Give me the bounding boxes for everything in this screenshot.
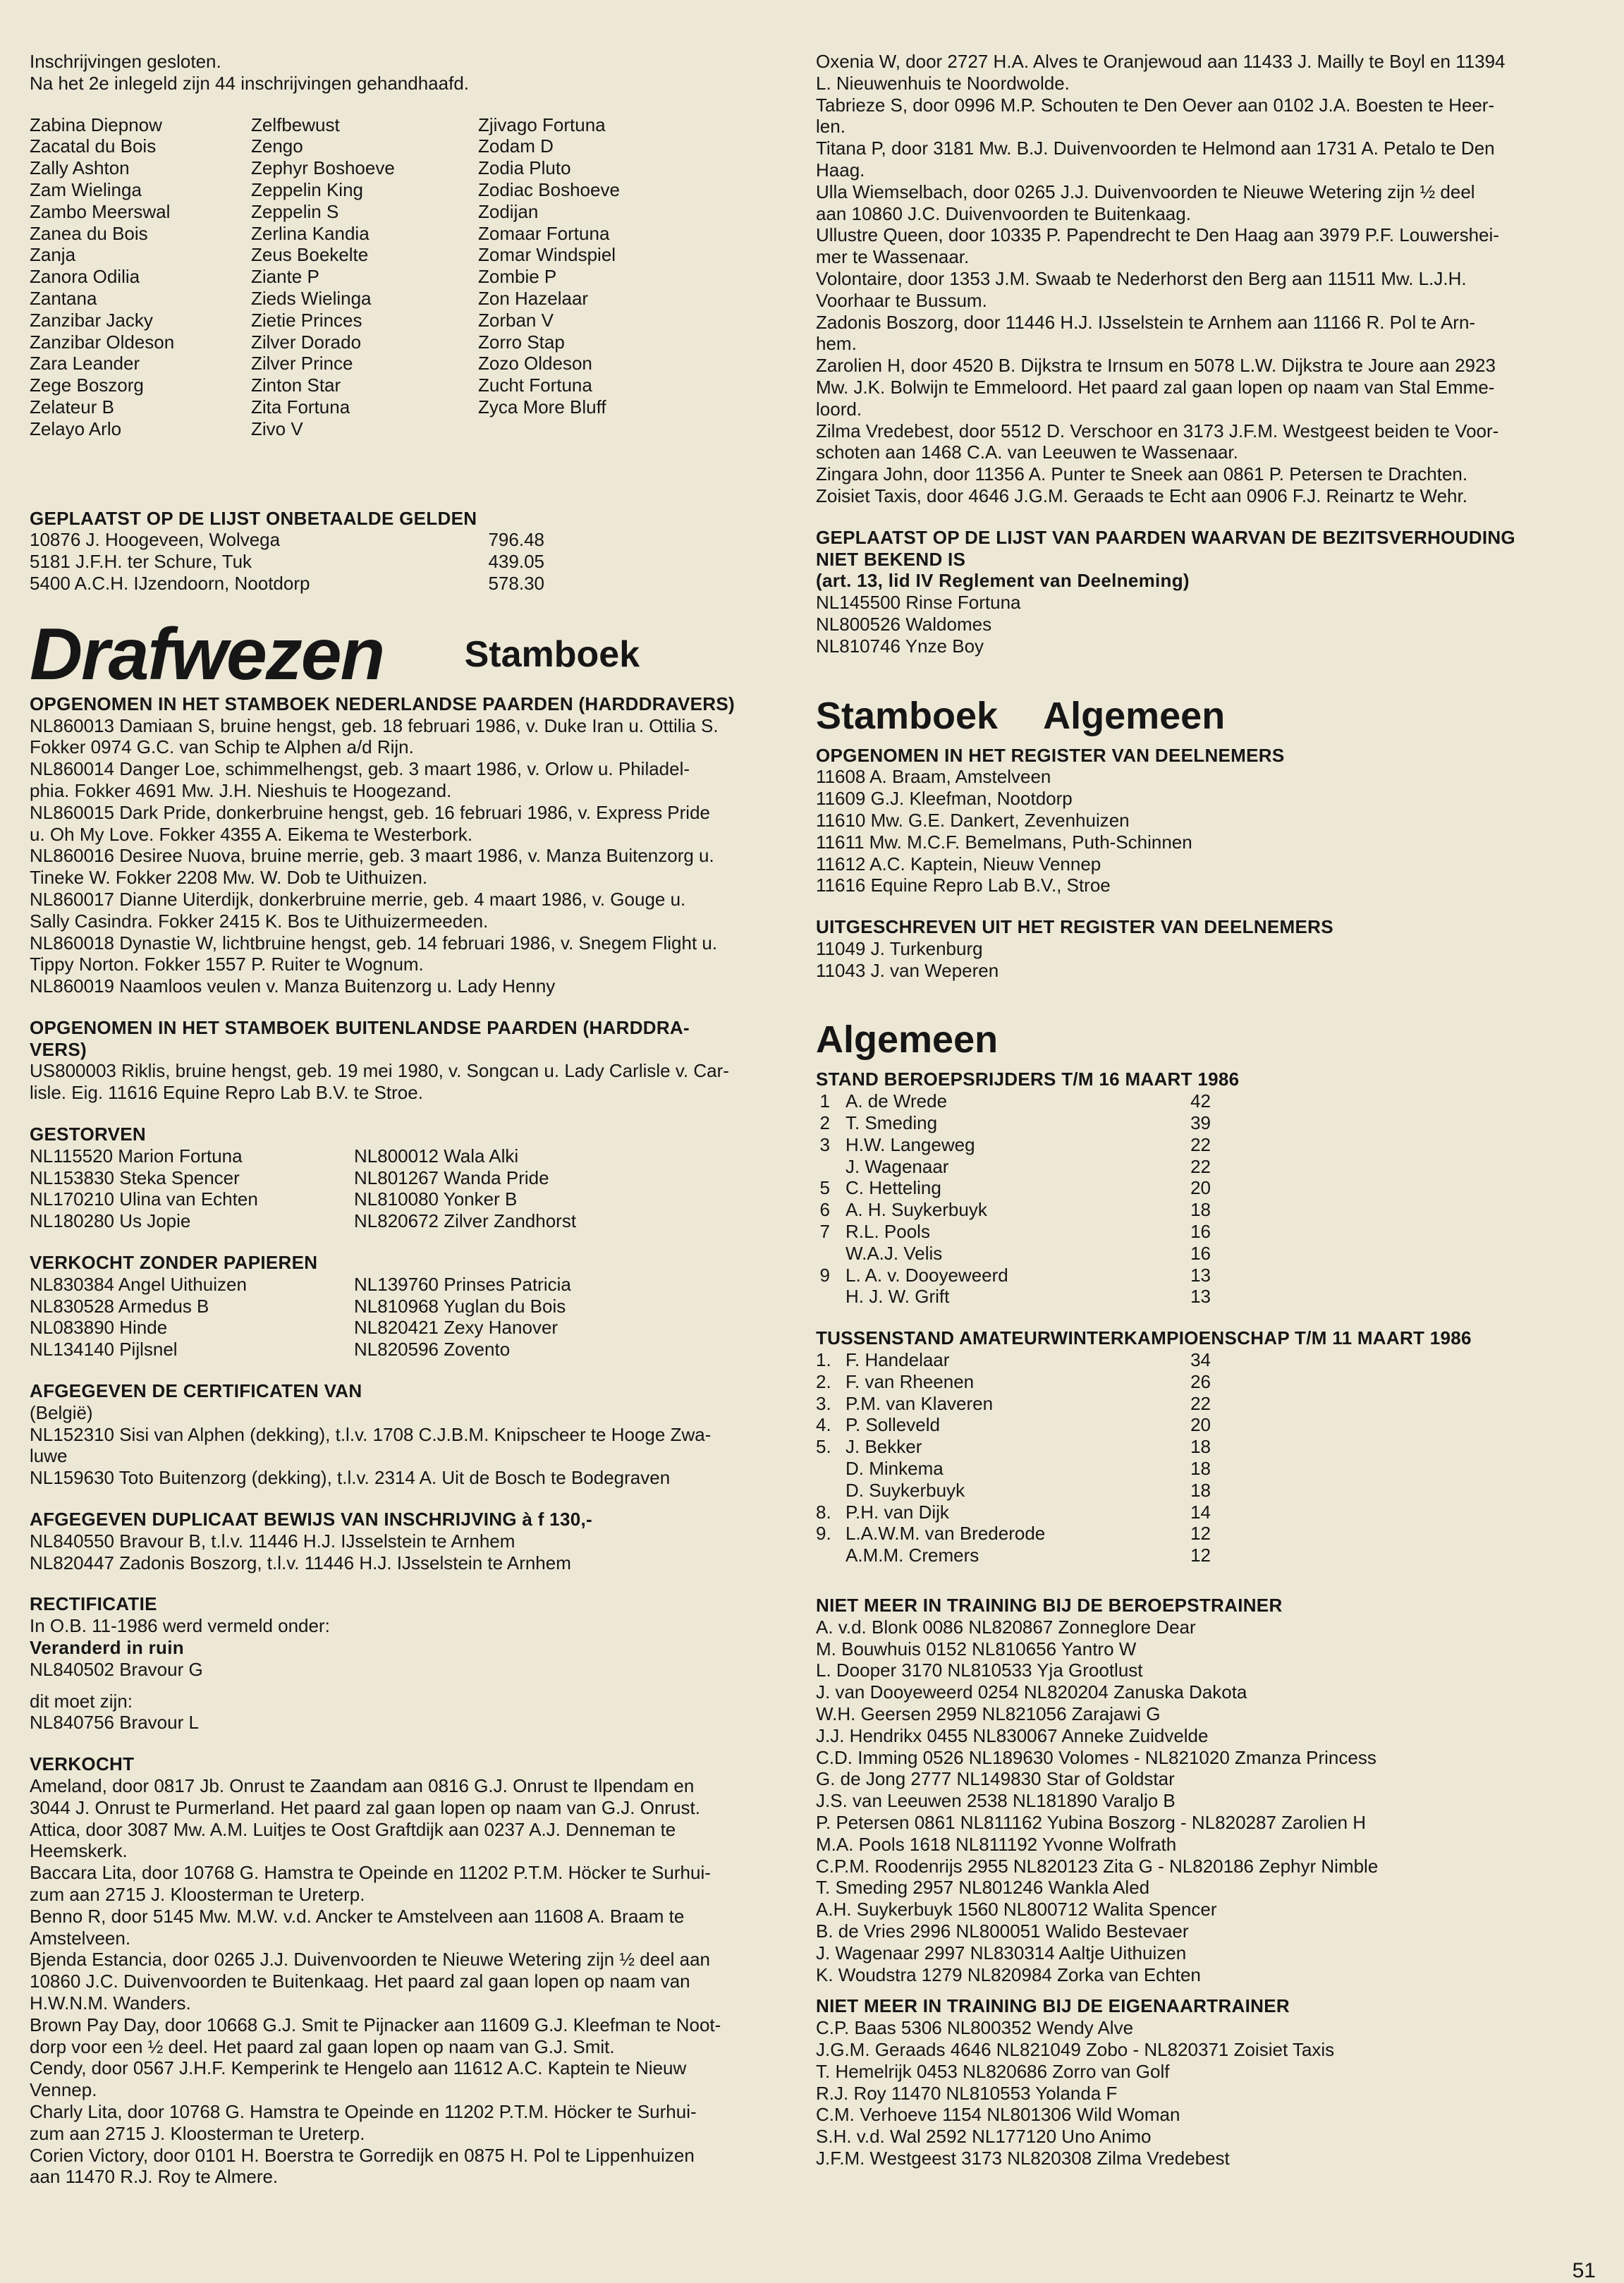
rectificatie-line: NL840756 Bravour L xyxy=(30,1712,199,1734)
verkocht-list-left xyxy=(30,1775,786,2188)
algemeen-section-title: Algemeen xyxy=(816,1018,999,1061)
verkocht-entry: Amstelveen. xyxy=(30,1927,131,1949)
horse-entry: NL820596 Zovento xyxy=(354,1339,511,1360)
rider-name: P.M. van Klaveren xyxy=(845,1392,994,1414)
rank-number: 6 xyxy=(819,1199,830,1221)
rank-number xyxy=(816,1243,836,1265)
rider-points: 22 xyxy=(1190,1155,1211,1177)
rank-number: 1 xyxy=(819,1090,830,1112)
horse-entry: NL170210 Ulina van Echten xyxy=(30,1188,258,1210)
verkocht-entry: 3044 J. Onrust te Purmerland. Het paard zal gaan lopen op naam van G.J. Onrust. xyxy=(30,1796,700,1818)
entry-name: Zorban V xyxy=(478,309,554,331)
stamboek-entry: Fokker 0974 G.C. van Schip te Alphen a/d Rijn. xyxy=(30,736,414,758)
rider-name: J. Wagenaar xyxy=(845,1155,949,1177)
rider-name: R.L. Pools xyxy=(845,1221,930,1243)
certificaat-entry: (België) xyxy=(30,1401,93,1423)
verkocht-list-right xyxy=(816,51,1563,507)
register-uit-list xyxy=(816,938,1563,982)
register-opgenomen-heading: OPGENOMEN IN HET REGISTER VAN DEELNEMERS xyxy=(816,744,1285,766)
intro-line: Na het 2e inlegeld zijn 44 inschrijvingen gehandhaafd. xyxy=(30,72,469,94)
verkocht-entry: Tabrieze S, door 0996 M.P. Schouten te Den Oever aan 0102 J.A. Boesten te Heer- xyxy=(816,94,1495,116)
entry-name: Zita Fortuna xyxy=(251,396,350,418)
entry-name: Zege Boszorg xyxy=(30,375,144,396)
verkocht-entry: aan 11470 R.J. Roy te Almere. xyxy=(30,2166,279,2188)
rider-name: P. Solleveld xyxy=(845,1414,940,1436)
onbetaald-heading: GEPLAATST OP DE LIJST ONBETAALDE GELDEN xyxy=(30,507,477,529)
trainer-entry: M.A. Pools 1618 NL811192 Yvonne Wolfrath xyxy=(816,1833,1177,1855)
onbetaald-name: 10876 J. Hoogeveen, Wolvega xyxy=(30,529,281,551)
eigenaartrainer-list xyxy=(816,2017,1563,2169)
rider-points: 26 xyxy=(1190,1370,1211,1392)
stamboek-entry: u. Oh My Love. Fokker 4355 A. Eikema te Westerbork. xyxy=(30,823,473,845)
rank-number: 1. xyxy=(816,1349,831,1371)
entry-name: Zieds Wielinga xyxy=(251,287,372,309)
rider-name: T. Smeding xyxy=(845,1112,938,1134)
stamboek-entry: NL860017 Dianne Uiterdijk, donkerbruine merrie, geb. 4 maart 1986, v. Gouge u. xyxy=(30,888,686,910)
zonder-papieren-list xyxy=(30,1274,786,1360)
verkocht-entry: L. Nieuwenhuis te Noordwolde. xyxy=(816,72,1070,94)
verkocht-entry: Zoisiet Taxis, door 4646 J.G.M. Geraads te Echt aan 0906 F.J. Reinartz te Wehr. xyxy=(816,485,1467,506)
rank-number: 9. xyxy=(816,1523,831,1545)
stamboek-entry: Sally Casindra. Fokker 2415 K. Bos te Uithuizermeeden. xyxy=(30,910,489,932)
certificaten-list xyxy=(30,1402,786,1489)
trainer-entry: C.P.M. Roodenrijs 2955 NL820123 Zita G - NL820186 Zephyr Nimble xyxy=(816,1855,1379,1877)
trainer-entry: L. Dooper 3170 NL810533 Yja Grootlust xyxy=(816,1660,1143,1681)
entry-name: Zjivago Fortuna xyxy=(478,114,606,135)
entry-name: Zilver Dorado xyxy=(251,331,362,353)
verkocht-entry: Volontaire, door 1353 J.M. Swaab te Nederhorst den Berg aan 11511 Mw. L.J.H. xyxy=(816,267,1467,289)
entry-name: Zombie P xyxy=(478,266,557,288)
trainer-entry: J. van Dooyeweerd 0254 NL820204 Zanuska Dakota xyxy=(816,1681,1247,1703)
page-number: 51 xyxy=(1572,2259,1596,2282)
trainer-entry: A.H. Suykerbuyk 1560 NL800712 Walita Spencer xyxy=(816,1899,1217,1920)
rider-points: 18 xyxy=(1190,1199,1211,1221)
verkocht-entry: loord. xyxy=(816,398,862,420)
rider-points: 13 xyxy=(1190,1264,1211,1286)
entry-name: Zozo Oldeson xyxy=(478,353,592,375)
drafwezen-title: Drafwezen xyxy=(30,613,384,695)
rider-name: H. J. W. Grift xyxy=(845,1286,950,1308)
rider-name: A. de Wrede xyxy=(845,1090,948,1112)
horse-entry: NL830384 Angel Uithuizen xyxy=(30,1273,247,1295)
rank-number: 3 xyxy=(819,1133,830,1155)
verkocht-entry: zum aan 2715 J. Kloosterman te Ureterp. xyxy=(30,2122,365,2144)
horse-entry: NL830528 Armedus B xyxy=(30,1295,209,1317)
bezitsverhouding-heading: NIET BEKEND IS xyxy=(816,548,966,570)
entry-name: Zeppelin S xyxy=(251,200,339,222)
trainer-entry: K. Woudstra 1279 NL820984 Zorka van Echten xyxy=(816,1964,1201,1985)
gestorven-left xyxy=(30,1145,354,1232)
verkocht-entry: schoten aan 1468 C.A. van Leeuwen te Wassenaar. xyxy=(816,442,1238,463)
verkocht-entry: Charly Lita, door 10768 G. Hamstra te Opeinde en 11202 P.T.M. Höcker te Surhui- xyxy=(30,2100,697,2122)
entry-name: Zanja xyxy=(30,244,76,266)
verkocht-entry: Zarolien H, door 4520 B. Dijkstra te Irnsum en 5078 L.W. Dijkstra te Joure aan 2923 xyxy=(816,355,1496,377)
bezitsverhouding-heading: GEPLAATST OP DE LIJST VAN PAARDEN WAARVAN DE BEZITSVERHOUDING xyxy=(816,526,1515,548)
duplicaat-entry: NL820447 Zadonis Boszorg, t.l.v. 11446 H.J. IJsselstein te Arnhem xyxy=(30,1552,571,1573)
rider-name: D. Minkema xyxy=(845,1458,944,1480)
entry-name: Ziante P xyxy=(251,266,319,288)
verkocht-entry: Haag. xyxy=(816,159,865,181)
onbetaald-amount: 439.05 xyxy=(488,551,544,573)
verkocht-entry: Zingara John, door 11356 A. Punter te Sneek aan 0861 P. Petersen te Drachten. xyxy=(816,463,1468,485)
entry-name: Zomaar Fortuna xyxy=(478,222,610,244)
rank-number: 5. xyxy=(816,1436,831,1458)
rider-points: 12 xyxy=(1190,1545,1211,1566)
gestorven-list xyxy=(30,1145,786,1232)
trainer-entry: J.G.M. Geraads 4646 NL821049 Zobo - NL820371 Zoisiet Taxis xyxy=(816,2038,1335,2060)
deelnemer-entry: 11608 A. Braam, Amstelveen xyxy=(816,766,1051,788)
entry-name: Zietie Princes xyxy=(251,309,362,331)
trainer-entry: T. Smeding 2957 NL801246 Wankla Aled xyxy=(816,1877,1150,1899)
stamboek-algemeen-title xyxy=(816,693,1563,739)
rider-name: A. H. Suykerbuyk xyxy=(845,1199,987,1221)
verkocht-entry: Attica, door 3087 Mw. A.M. Luitjes te Oost Graftdijk aan 0237 A.J. Denneman te xyxy=(30,1818,676,1840)
rank-number: 3. xyxy=(816,1392,831,1414)
entry-name: Zelateur B xyxy=(30,396,114,418)
deelnemer-entry: 11616 Equine Repro Lab B.V., Stroe xyxy=(816,875,1111,896)
rank-number: 2. xyxy=(816,1370,831,1392)
entry-name: Zally Ashton xyxy=(30,157,130,179)
rectificatie-line: dit moet zijn: xyxy=(30,1690,133,1712)
rank-number: 9 xyxy=(819,1264,830,1286)
trainer-entry: J.S. van Leeuwen 2538 NL181890 Varaljo B xyxy=(816,1790,1176,1812)
beroepstrainer-list xyxy=(816,1617,1563,1986)
onbetaald-name: 5400 A.C.H. IJzendoorn, Nootdorp xyxy=(30,572,310,594)
gestorven-heading: GESTORVEN xyxy=(30,1124,147,1145)
rectificatie-heading: RECTIFICATIE xyxy=(30,1593,157,1615)
register-opgenomen-list xyxy=(816,766,1563,896)
zonder-papieren-heading: VERKOCHT ZONDER PAPIEREN xyxy=(30,1252,318,1274)
horse-entry: NL800012 Wala Alki xyxy=(354,1145,519,1167)
rider-points: 22 xyxy=(1190,1392,1211,1414)
rider-name: F. van Rheenen xyxy=(845,1370,975,1392)
duplicaat-list xyxy=(30,1530,786,1574)
horse-entry: NL820421 Zexy Hanover xyxy=(354,1317,558,1339)
trainer-entry: R.J. Roy 11470 NL810553 Yolanda F xyxy=(816,2082,1118,2104)
entry-name: Zucht Fortuna xyxy=(478,375,592,396)
rank-number: 7 xyxy=(819,1221,830,1243)
verkocht-entry: Ameland, door 0817 Jb. Onrust te Zaandam aan 0816 G.J. Onrust te Ilpendam en xyxy=(30,1775,695,1796)
deelnemer-entry: 11611 Mw. M.C.F. Bemelmans, Puth-Schinnen xyxy=(816,831,1192,853)
entry-name: Zivo V xyxy=(251,418,303,439)
deelnemer-entry: 11610 Mw. G.E. Dankert, Zevenhuizen xyxy=(816,809,1130,831)
verkocht-entry: mer te Wassenaar. xyxy=(816,246,970,268)
verkocht-entry: Oxenia W, door 2727 H.A. Alves te Oranjewoud aan 11433 J. Mailly te Boyl en 11394 xyxy=(816,51,1506,72)
entry-name: Zodia Pluto xyxy=(478,157,571,179)
onbetaald-table xyxy=(30,529,786,594)
trainer-entry: A. v.d. Blonk 0086 NL820867 Zonneglore Dear xyxy=(816,1616,1196,1638)
rider-points: 39 xyxy=(1190,1112,1211,1134)
opgenomen-nl-list xyxy=(30,715,786,997)
rank-number xyxy=(816,1545,836,1566)
rider-points: 16 xyxy=(1190,1221,1211,1243)
trainer-entry: M. Bouwhuis 0152 NL810656 Yantro W xyxy=(816,1638,1137,1660)
gestorven-right xyxy=(354,1145,721,1232)
rider-name: F. Handelaar xyxy=(845,1349,950,1371)
intro-line: Inschrijvingen gesloten. xyxy=(30,51,221,72)
entry-name: Zilver Prince xyxy=(251,353,353,375)
rank-number xyxy=(816,1286,836,1308)
horse-entry: NL801267 Wanda Pride xyxy=(354,1167,549,1188)
stamboek-entry: NL860016 Desiree Nuova, bruine merrie, geb. 3 maart 1986, v. Manza Buitenzorg u. xyxy=(30,845,714,867)
stamboek-entry: phia. Fokker 4691 Mw. J.H. Nieshuis te Hoogezand. xyxy=(30,779,452,801)
rider-name: W.A.J. Velis xyxy=(845,1242,943,1264)
horse-entry: NL145500 Rinse Fortuna xyxy=(816,592,1021,614)
stamboek-title: Stamboek xyxy=(816,694,999,737)
entry-name: Zodiac Boshoeve xyxy=(478,178,620,200)
verkocht-entry: Ullustre Queen, door 10335 P. Papendrecht te Den Haag aan 3979 P.F. Louwershei- xyxy=(816,224,1499,246)
certificaat-entry: luwe xyxy=(30,1445,68,1467)
rider-name: J. Bekker xyxy=(845,1436,922,1458)
entry-name: Zacatal du Bois xyxy=(30,135,157,157)
horse-entry: NL083890 Hinde xyxy=(30,1317,168,1339)
horse-entry: NL115520 Marion Fortuna xyxy=(30,1145,243,1167)
stamboek-entry: lisle. Eig. 11616 Equine Repro Lab B.V. te Stroe. xyxy=(30,1082,423,1104)
rider-points: 14 xyxy=(1190,1501,1211,1523)
verkocht-entry: Mw. J.K. Bolwijn te Emmeloord. Het paard zal gaan lopen op naam van Stal Emme- xyxy=(816,376,1495,398)
entry-name: Zodijan xyxy=(478,200,539,222)
certificaat-entry: NL159630 Toto Buitenzorg (dekking), t.l.v. 2314 A. Uit de Bosch te Bodegraven xyxy=(30,1467,671,1489)
left-column xyxy=(30,51,786,2188)
entry-name: Zerlina Kandia xyxy=(251,222,370,244)
stamboek-entry: NL860013 Damiaan S, bruine hengst, geb. 18 februari 1986, v. Duke Iran u. Ottilia S. xyxy=(30,714,719,736)
rider-name: D. Suykerbuyk xyxy=(845,1479,965,1501)
eigenaartrainer-heading: NIET MEER IN TRAINING BIJ DE EIGENAARTRAINER xyxy=(816,1995,1290,2017)
zonder-papieren-right xyxy=(354,1274,721,1360)
horse-entry: NL153830 Steka Spencer xyxy=(30,1167,240,1188)
rectificatie-line: NL840502 Bravour G xyxy=(30,1658,203,1680)
verkocht-entry: Heemskerk. xyxy=(30,1840,128,1862)
rank-number: 5 xyxy=(819,1177,830,1199)
bezitsverhouding-list xyxy=(816,592,1563,657)
verkocht-entry: Zilma Vredebest, door 5512 D. Verschoor en 3173 J.F.M. Westgeest beiden te Voor- xyxy=(816,420,1499,442)
names-col3 xyxy=(478,114,718,440)
horse-entry: NL134140 Pijlsnel xyxy=(30,1339,178,1360)
opgenomen-bl-heading: VERS) xyxy=(30,1038,87,1060)
stamboek-entry: Tineke W. Fokker 2208 Mw. W. Dob te Uithuizen. xyxy=(30,867,428,889)
rider-name: C. Hetteling xyxy=(845,1177,941,1199)
entry-name: Zambo Meerswal xyxy=(30,200,171,222)
rider-points: 22 xyxy=(1190,1133,1211,1155)
trainer-entry: J.F.M. Westgeest 3173 NL820308 Zilma Vredebest xyxy=(816,2147,1230,2169)
verkocht-entry: aan 10860 J.C. Duivenvoorden te Buitenkaag. xyxy=(816,202,1191,224)
names-col2 xyxy=(251,114,478,440)
stamboek-entry: NL860014 Danger Loe, schimmelhengst, geb. 3 maart 1986, v. Orlow u. Philadel- xyxy=(30,758,690,780)
opgenomen-bl-heading: OPGENOMEN IN HET STAMBOEK BUITENLANDSE PAARDEN (HARDDRA- xyxy=(30,1016,690,1038)
trainer-entry: J.J. Hendrikx 0455 NL830067 Anneke Zuidvelde xyxy=(816,1724,1209,1746)
entry-name: Zelfbewust xyxy=(251,114,340,135)
beroepstrainer-heading: NIET MEER IN TRAINING BIJ DE BEROEPSTRAINER xyxy=(816,1595,1283,1617)
rider-points: 18 xyxy=(1190,1436,1211,1458)
verkocht-entry: zum aan 2715 J. Kloosterman te Ureterp. xyxy=(30,1883,365,1905)
entry-name: Zon Hazelaar xyxy=(478,287,589,309)
zonder-papieren-left xyxy=(30,1274,354,1360)
certificaten-heading: AFGEGEVEN DE CERTIFICATEN VAN xyxy=(30,1380,362,1402)
deelnemer-entry: 11049 J. Turkenburg xyxy=(816,937,983,959)
horse-entry: NL820672 Zilver Zandhorst xyxy=(354,1210,577,1232)
rectificatie-line: In O.B. 11-1986 werd vermeld onder: xyxy=(30,1615,330,1637)
entry-name: Zelayo Arlo xyxy=(30,418,122,439)
certificaat-entry: NL152310 Sisi van Alphen (dekking), t.l.v. 1708 C.J.B.M. Knipscheer te Hooge Zwa- xyxy=(30,1423,712,1445)
rider-name: A.M.M. Cremers xyxy=(845,1545,979,1566)
stamboek-entry: NL860019 Naamloos veulen v. Manza Buitenzorg u. Lady Henny xyxy=(30,975,556,997)
rank-number: 4. xyxy=(816,1414,831,1436)
entry-name: Zantana xyxy=(30,287,97,309)
amateur-heading: TUSSENSTAND AMATEURWINTERKAMPIOENSCHAP T/M 11 MAART 1986 xyxy=(816,1327,1472,1349)
trainer-entry: C.M. Verhoeve 1154 NL801306 Wild Woman xyxy=(816,2104,1180,2126)
deelnemer-entry: 11609 G.J. Kleefman, Nootdorp xyxy=(816,788,1073,810)
right-column xyxy=(816,51,1563,2169)
trainer-entry: G. de Jong 2777 NL149830 Star of Goldstar xyxy=(816,1768,1175,1790)
rider-points: 16 xyxy=(1190,1242,1211,1264)
verkocht-entry: Vennep. xyxy=(30,2079,97,2101)
trainer-entry: T. Hemelrijk 0453 NL820686 Zorro van Golf xyxy=(816,2060,1170,2082)
duplicaat-heading: AFGEGEVEN DUPLICAAT BEWIJS VAN INSCHRIJVING à f 130,- xyxy=(30,1509,592,1530)
rank-number xyxy=(816,1156,836,1178)
rider-points: 20 xyxy=(1190,1414,1211,1436)
stamboek-entry: Tippy Norton. Fokker 1557 P. Ruiter te Wognum. xyxy=(30,954,424,975)
verkocht-entry: 10860 J.C. Duivenvoorden te Buitenkaag. Het paard zal gaan lopen op naam van xyxy=(30,1971,690,1992)
duplicaat-entry: NL840550 Bravour B, t.l.v. 11446 H.J. IJsselstein te Arnhem xyxy=(30,1530,515,1552)
rider-points: 13 xyxy=(1190,1286,1211,1308)
onbetaald-amount: 796.48 xyxy=(488,529,544,551)
rank-number: 8. xyxy=(816,1501,831,1523)
rider-points: 42 xyxy=(1190,1090,1211,1112)
verkocht-entry: Brown Pay Day, door 10668 G.J. Smit te Pijnacker aan 11609 G.J. Kleefman te Noot- xyxy=(30,2014,721,2035)
entry-name: Zorro Stap xyxy=(478,331,565,353)
entry-name: Zengo xyxy=(251,135,303,157)
trainer-entry: B. de Vries 2996 NL800051 Walido Bestevaer xyxy=(816,1920,1189,1942)
onbetaald-name: 5181 J.F.H. ter Schure, Tuk xyxy=(30,551,252,573)
rider-points: 20 xyxy=(1190,1177,1211,1199)
stamboek-entry: NL860018 Dynastie W, lichtbruine hengst, geb. 14 februari 1986, v. Snegem Flight u. xyxy=(30,932,718,954)
register-uit-heading: UITGESCHREVEN UIT HET REGISTER VAN DEELNEMERS xyxy=(816,916,1333,938)
horse-entry: NL180280 Us Jopie xyxy=(30,1210,191,1232)
verkocht-entry: Baccara Lita, door 10768 G. Hamstra te Opeinde en 11202 P.T.M. Höcker te Surhui- xyxy=(30,1862,711,1884)
onbetaald-amount: 578.30 xyxy=(488,572,544,594)
rectificatie-bold: Veranderd in ruin xyxy=(30,1637,184,1659)
entry-name: Zabina Diepnow xyxy=(30,114,162,135)
entry-name: Zeus Boekelte xyxy=(251,244,369,266)
rank-number xyxy=(816,1458,836,1480)
verkocht-entry: Cendy, door 0567 J.H.F. Kemperink te Hengelo aan 11612 A.C. Kaptein te Nieuw xyxy=(30,2057,687,2079)
verkocht-entry: Titana P, door 3181 Mw. B.J. Duivenvoorden te Helmond aan 1731 A. Petalo te Den xyxy=(816,138,1495,159)
verkocht-entry: len. xyxy=(816,116,845,138)
verkocht-entry: Ulla Wiemselbach, door 0265 J.J. Duivenvoorden te Nieuwe Wetering zijn ½ deel xyxy=(816,181,1475,202)
entry-name: Zam Wielinga xyxy=(30,178,142,200)
trainer-entry: J. Wagenaar 2997 NL830314 Aaltje Uithuizen xyxy=(816,1942,1187,1964)
entry-name: Zanora Odilia xyxy=(30,266,140,288)
entry-name: Zanzibar Oldeson xyxy=(30,331,175,353)
drafwezen-title-row xyxy=(30,613,786,695)
rider-points: 18 xyxy=(1190,1479,1211,1501)
entry-name: Zanzibar Jacky xyxy=(30,309,153,331)
deelnemer-entry: 11612 A.C. Kaptein, Nieuw Vennep xyxy=(816,853,1101,875)
amateur-table xyxy=(816,1349,1563,1566)
opgenomen-bl-list xyxy=(30,1060,786,1104)
rider-name: L.A.W.M. van Brederode xyxy=(845,1523,1046,1545)
rider-name: L. A. v. Dooyeweerd xyxy=(845,1264,1008,1286)
beroepsrijders-table xyxy=(816,1090,1563,1308)
bezitsverhouding-subheading: (art. 13, lid IV Reglement van Deelneming) xyxy=(816,570,1190,592)
stamboek-entry: NL860015 Dark Pride, donkerbruine hengst, geb. 16 februari 1986, v. Express Pride xyxy=(30,801,710,823)
verkocht-entry: Corien Victory, door 0101 H. Boerstra te Gorredijk en 0875 H. Pol te Lippenhuizen xyxy=(30,2144,695,2166)
verkocht-entry: dorp voor een ½ deel. Het paard zal gaan lopen op naam van G.J. Smit. xyxy=(30,2035,615,2057)
horse-entry: NL810746 Ynze Boy xyxy=(816,635,984,657)
rank-number xyxy=(816,1480,836,1502)
entry-name: Zomar Windspiel xyxy=(478,244,616,266)
entry-name: Zanea du Bois xyxy=(30,222,148,244)
verkocht-entry: H.W.N.M. Wanders. xyxy=(30,1992,191,2014)
rider-name: H.W. Langeweg xyxy=(845,1133,975,1155)
horse-entry: NL139760 Prinses Patricia xyxy=(354,1273,571,1295)
entries-name-list xyxy=(30,114,786,440)
verkocht-entry: Benno R, door 5145 Mw. M.W. v.d. Ancker te Amstelveen aan 11608 A. Braam te xyxy=(30,1905,685,1927)
trainer-entry: C.P. Baas 5306 NL800352 Wendy Alve xyxy=(816,2017,1134,2039)
stamboek-entry: US800003 Riklis, bruine hengst, geb. 19 mei 1980, v. Songcan u. Lady Carlisle v. Car- xyxy=(30,1060,729,1082)
entry-name: Zyca More Bluff xyxy=(478,396,606,418)
trainer-entry: W.H. Geersen 2959 NL821056 Zarajawi G xyxy=(816,1703,1161,1724)
names-col1 xyxy=(30,114,251,440)
drafwezen-subtitle: Stamboek xyxy=(464,633,640,675)
rider-name: P.H. van Dijk xyxy=(845,1501,949,1523)
entry-name: Zinton Star xyxy=(251,375,341,396)
rider-points: 18 xyxy=(1190,1458,1211,1480)
rank-number: 2 xyxy=(819,1112,830,1134)
entry-name: Zephyr Boshoeve xyxy=(251,157,395,179)
verkocht-entry: Zadonis Boszorg, door 11446 H.J. IJsselstein te Arnhem aan 11166 R. Pol te Arn- xyxy=(816,311,1476,333)
verkocht-entry: Bjenda Estancia, door 0265 J.J. Duivenvoorden te Nieuwe Wetering zijn ½ deel aan xyxy=(30,1949,710,1971)
deelnemer-entry: 11043 J. van Weperen xyxy=(816,959,999,981)
verkocht-entry: Voorhaar te Bussum. xyxy=(816,289,987,311)
entry-name: Zodam D xyxy=(478,135,554,157)
algemeen-title: Algemeen xyxy=(1043,694,1226,737)
horse-entry: NL810968 Yuglan du Bois xyxy=(354,1295,566,1317)
opgenomen-nl-heading: OPGENOMEN IN HET STAMBOEK NEDERLANDSE PAARDEN (HARDDRAVERS) xyxy=(30,693,735,714)
entry-name: Zara Leander xyxy=(30,353,140,375)
horse-entry: NL810080 Yonker B xyxy=(354,1188,518,1210)
beroepsrijders-heading: STAND BEROEPSRIJDERS T/M 16 MAART 1986 xyxy=(816,1069,1240,1090)
entry-name: Zeppelin King xyxy=(251,178,363,200)
rider-points: 34 xyxy=(1190,1349,1211,1371)
rider-points: 12 xyxy=(1190,1523,1211,1545)
trainer-entry: P. Petersen 0861 NL811162 Yubina Boszorg - NL820287 Zarolien H xyxy=(816,1811,1367,1833)
verkocht-entry: hem. xyxy=(816,333,857,355)
trainer-entry: C.D. Imming 0526 NL189630 Volomes - NL821020 Zmanza Princess xyxy=(816,1746,1376,1768)
trainer-entry: S.H. v.d. Wal 2592 NL177120 Uno Animo xyxy=(816,2126,1152,2148)
verkocht-heading: VERKOCHT xyxy=(30,1753,135,1775)
horse-entry: NL800526 Waldomes xyxy=(816,613,992,635)
